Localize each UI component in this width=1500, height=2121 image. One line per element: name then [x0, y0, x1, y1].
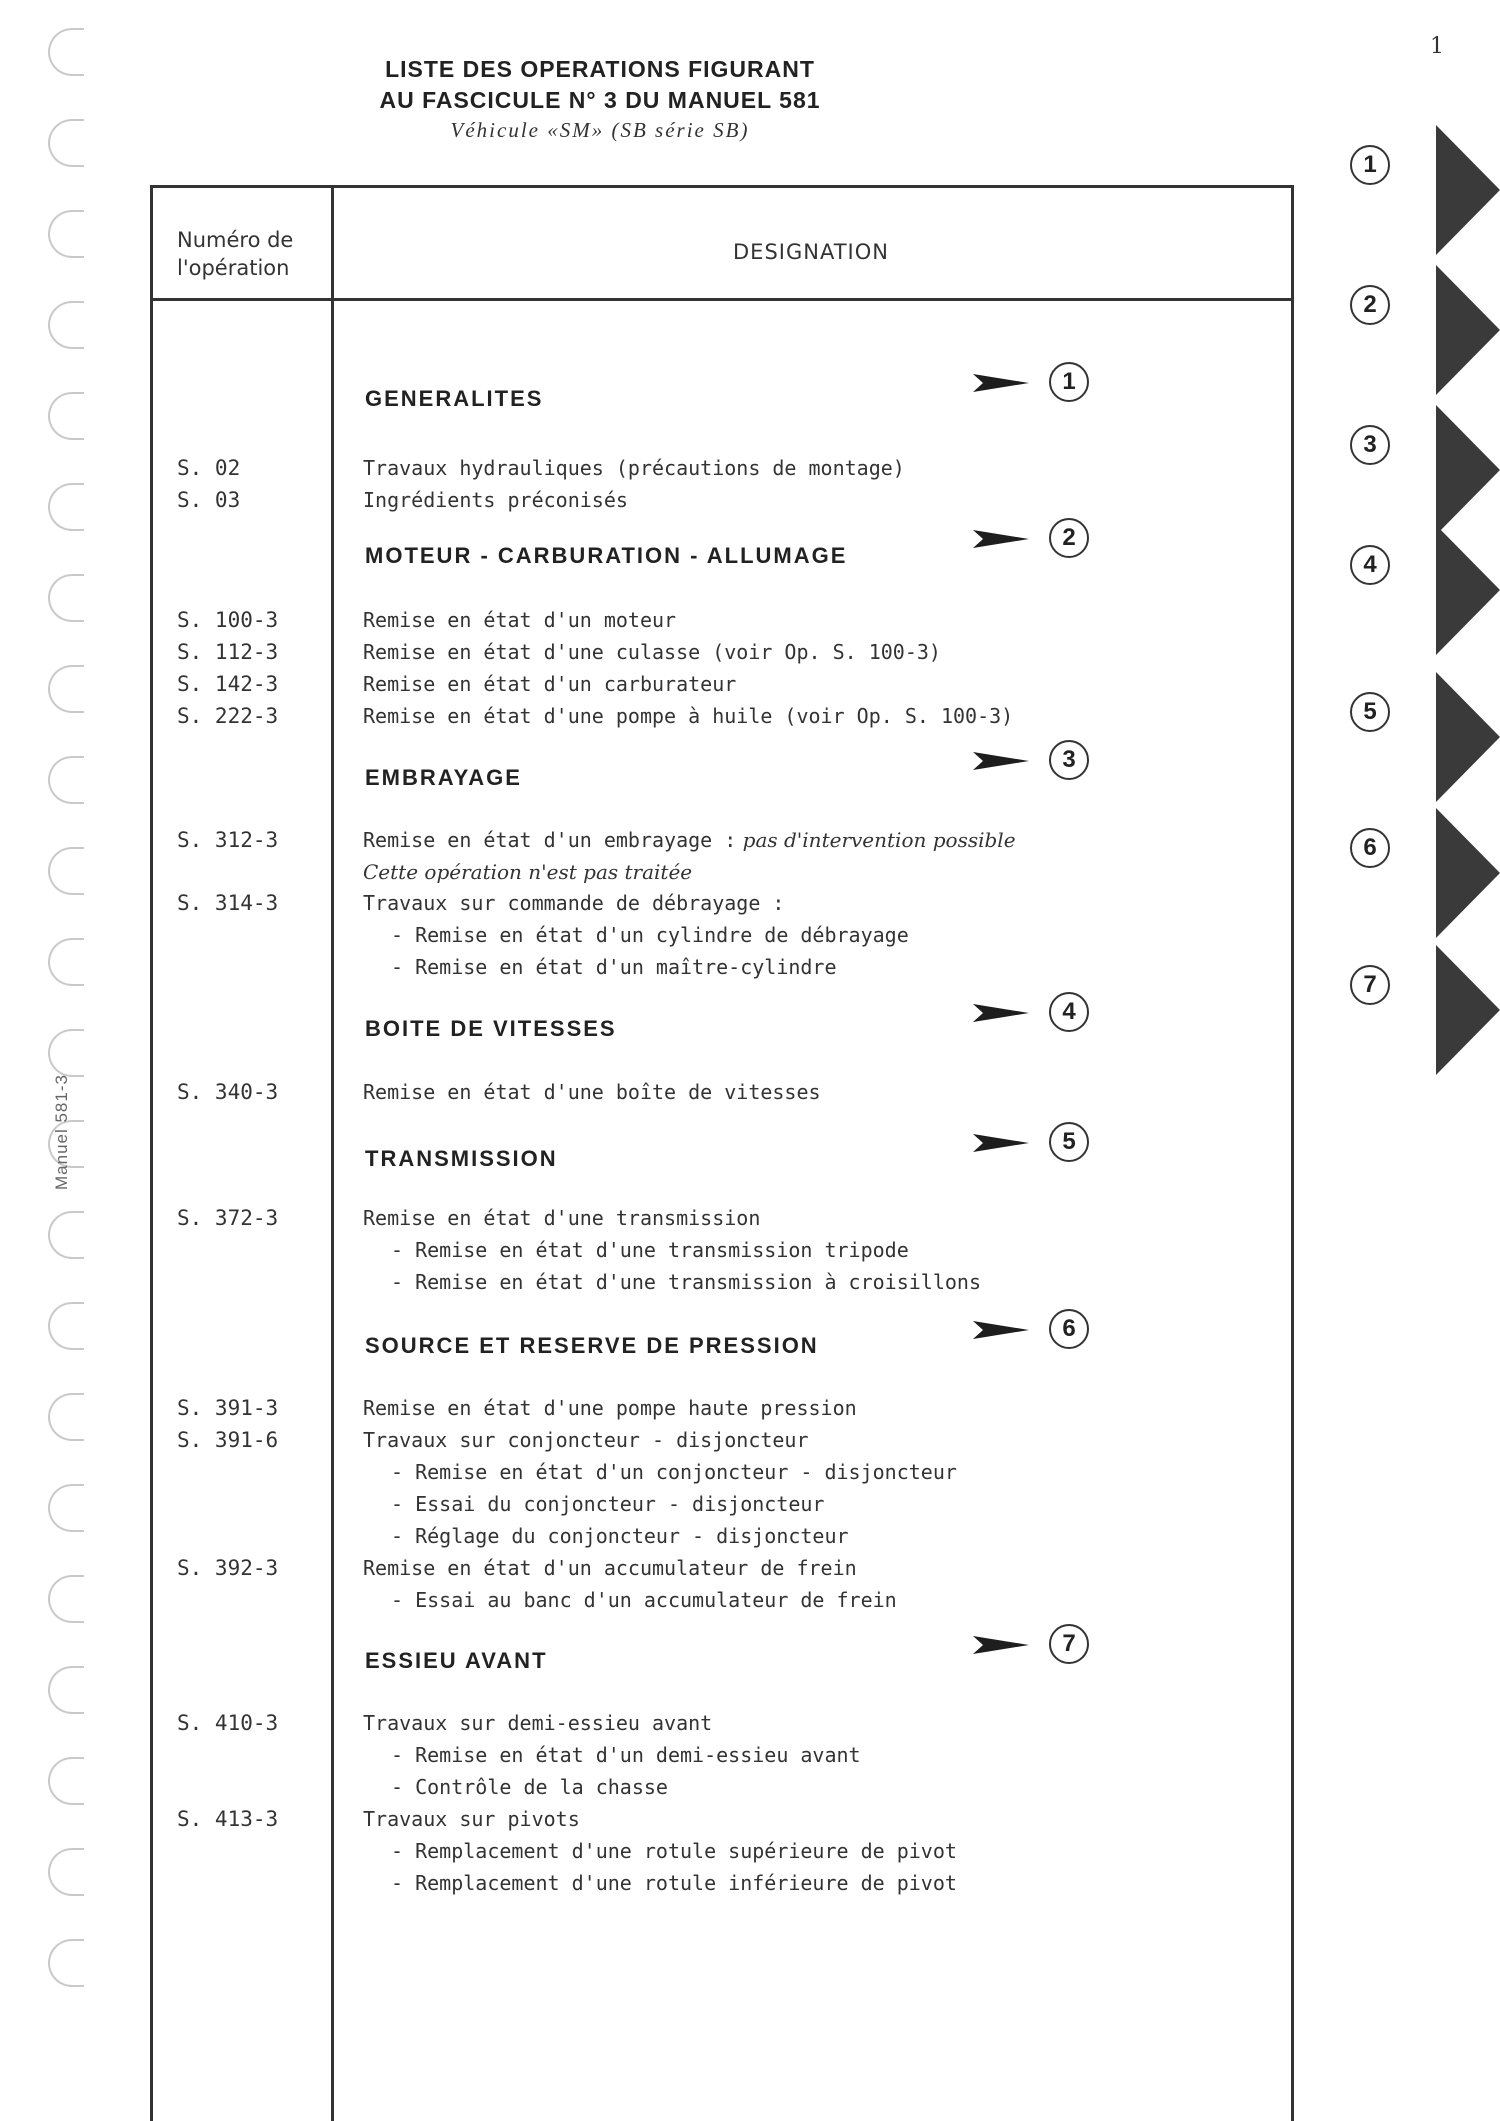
operation-row: [153, 1807, 1291, 1837]
section-tab[interactable]: [1350, 125, 1500, 255]
operation-row: [153, 828, 1291, 858]
tab-triangle-icon: [1436, 265, 1500, 395]
operation-designation: [363, 1080, 1263, 1104]
binding-ring: [48, 1302, 84, 1350]
operation-designation: [363, 891, 1263, 915]
designation-text: - Remplacement d'une rotule supérieure de pivot: [391, 1839, 957, 1863]
binding-ring: [48, 1211, 84, 1259]
section-tab[interactable]: [1350, 672, 1500, 802]
side-label: Manuel 581-3: [52, 1074, 71, 1190]
operation-designation: [363, 704, 1263, 728]
operation-designation: [391, 1238, 1291, 1262]
operation-row: [153, 1460, 1291, 1490]
operation-row: [153, 1206, 1291, 1236]
operation-designation: [363, 672, 1263, 696]
operation-number: S. 391-6: [177, 1428, 279, 1452]
arrow-right-icon: [973, 528, 1029, 550]
operation-row: [153, 923, 1291, 953]
section-marker: [973, 514, 1103, 564]
section-title: MOTEUR - CARBURATION - ALLUMAGE: [365, 543, 848, 568]
designation-text: - Réglage du conjoncteur - disjoncteur: [391, 1524, 849, 1548]
binding-ring: [48, 665, 84, 713]
operation-row: [153, 1080, 1291, 1110]
operation-row: [153, 1492, 1291, 1522]
section-tab[interactable]: [1350, 808, 1500, 938]
arrow-right-icon: [973, 750, 1029, 772]
operation-designation: [391, 1871, 1291, 1895]
designation-text: - Remise en état d'un conjoncteur - disjoncteur: [391, 1460, 957, 1484]
binding-holes: [40, 0, 100, 2121]
column-header-designation: DESIGNATION: [733, 240, 889, 264]
section-number-badge: 5: [1049, 1122, 1089, 1162]
arrow-right-icon: [973, 372, 1029, 394]
tab-triangle-icon: [1436, 672, 1500, 802]
operation-number: S. 222-3: [177, 704, 279, 728]
section-title: TRANSMISSION: [365, 1146, 558, 1171]
tab-number-badge: 7: [1350, 965, 1390, 1005]
designation-text: Remise en état d'une culasse (voir Op. S. 100-3): [363, 640, 941, 664]
designation-text: - Essai au banc d'un accumulateur de frein: [391, 1588, 897, 1612]
binding-ring: [48, 574, 84, 622]
section-title: SOURCE ET RESERVE DE PRESSION: [365, 1333, 819, 1358]
operation-number: S. 410-3: [177, 1711, 279, 1735]
header-rule: [153, 298, 1291, 301]
operation-designation: [391, 1839, 1291, 1863]
designation-text: - Remise en état d'un cylindre de débrayage: [391, 923, 909, 947]
section-marker: [973, 1305, 1103, 1355]
operation-designation: [363, 860, 1263, 884]
operation-row: [153, 860, 1291, 890]
header-title-line-2: AU FASCICULE N° 3 DU MANUEL 581: [379, 87, 821, 113]
tab-triangle-icon: [1436, 525, 1500, 655]
designation-text: Travaux sur pivots: [363, 1807, 580, 1831]
tab-number-badge: 3: [1350, 425, 1390, 465]
operation-number: S. 03: [177, 488, 241, 512]
binding-ring: [48, 1939, 84, 1987]
section-marker: [973, 358, 1103, 408]
operation-designation: [391, 1270, 1291, 1294]
operation-row: [153, 1588, 1291, 1618]
binding-ring: [48, 1666, 84, 1714]
operations-table: [150, 185, 1294, 2121]
designation-text: Remise en état d'un moteur: [363, 608, 677, 632]
operation-number: S. 340-3: [177, 1080, 279, 1104]
designation-text: Remise en état d'une transmission: [363, 1206, 761, 1230]
operation-number: S. 314-3: [177, 891, 279, 915]
binding-ring: [48, 847, 84, 895]
designation-text: Remise en état d'un accumulateur de frein: [363, 1556, 857, 1580]
operation-designation: [391, 1743, 1291, 1767]
operation-designation: [363, 1807, 1263, 1831]
operation-row: [153, 1428, 1291, 1458]
operation-designation: [363, 1556, 1263, 1580]
operation-designation: [363, 456, 1263, 480]
section-number-badge: 7: [1049, 1624, 1089, 1664]
section-marker: [973, 1118, 1103, 1168]
operation-row: [153, 1396, 1291, 1426]
operation-row: [153, 891, 1291, 921]
binding-ring: [48, 210, 84, 258]
designation-text: Remise en état d'une boîte de vitesses: [363, 1080, 821, 1104]
operation-designation: [391, 1775, 1291, 1799]
section-marker: [973, 736, 1103, 786]
designation-text: - Remise en état d'un maître-cylindre: [391, 955, 837, 979]
column-header-number: Numéro de l'opération: [177, 228, 294, 280]
binding-ring: [48, 1029, 84, 1077]
designation-text: Travaux sur demi-essieu avant: [363, 1711, 713, 1735]
operation-row: [153, 608, 1291, 638]
section-number-badge: 1: [1049, 362, 1089, 402]
operation-designation: [363, 608, 1263, 632]
operation-row: [153, 1775, 1291, 1805]
operation-designation: [391, 1460, 1291, 1484]
arrow-right-icon: [973, 1319, 1029, 1341]
designation-text: - Essai du conjoncteur - disjoncteur: [391, 1492, 825, 1516]
operation-row: [153, 1743, 1291, 1773]
operation-row: [153, 640, 1291, 670]
binding-ring: [48, 392, 84, 440]
operation-number: S. 413-3: [177, 1807, 279, 1831]
operation-number: S. 392-3: [177, 1556, 279, 1580]
header-title-line-1: LISTE DES OPERATIONS FIGURANT: [385, 56, 815, 82]
header-subtitle: Véhicule «SM» (SB série SB): [450, 118, 750, 142]
operation-designation: [391, 1492, 1291, 1516]
designation-text: - Remise en état d'un demi-essieu avant: [391, 1743, 861, 1767]
designation-text: Travaux sur commande de débrayage :: [363, 891, 785, 915]
operation-number: S. 372-3: [177, 1206, 279, 1230]
operation-row: [153, 1711, 1291, 1741]
designation-text: Remise en état d'une pompe à huile (voir Op. S. 100-3): [363, 704, 1014, 728]
arrow-right-icon: [973, 1634, 1029, 1656]
operation-row: [153, 1871, 1291, 1901]
binding-ring: [48, 28, 84, 76]
binding-ring: [48, 483, 84, 531]
tab-number-badge: 4: [1350, 545, 1390, 585]
section-number-badge: 4: [1049, 992, 1089, 1032]
binding-ring: [48, 1575, 84, 1623]
binding-ring: [48, 1393, 84, 1441]
operation-number: S. 312-3: [177, 828, 279, 852]
operation-designation: [363, 640, 1263, 664]
operation-row: [153, 704, 1291, 734]
operation-number: S. 100-3: [177, 608, 279, 632]
tab-triangle-icon: [1436, 808, 1500, 938]
operation-row: [153, 1524, 1291, 1554]
designation-note: pas d'intervention possible: [736, 828, 1016, 852]
section-tab[interactable]: [1350, 945, 1500, 1075]
operation-designation: [391, 955, 1291, 979]
section-number-badge: 3: [1049, 740, 1089, 780]
arrow-right-icon: [973, 1132, 1029, 1154]
designation-text: Remise en état d'un embrayage :: [363, 828, 737, 852]
operation-row: [153, 672, 1291, 702]
section-marker: [973, 988, 1103, 1038]
operation-designation: [391, 1524, 1291, 1548]
designation-text: - Remplacement d'une rotule inférieure de pivot: [391, 1871, 957, 1895]
section-tab[interactable]: [1350, 265, 1500, 395]
operation-row: [153, 955, 1291, 985]
operation-number: S. 112-3: [177, 640, 279, 664]
operation-row: [153, 1238, 1291, 1268]
operation-row: [153, 1556, 1291, 1586]
designation-text: - Contrôle de la chasse: [391, 1775, 668, 1799]
tab-number-badge: 1: [1350, 145, 1390, 185]
tab-triangle-icon: [1436, 405, 1500, 535]
designation-text: Remise en état d'un carburateur: [363, 672, 737, 696]
section-number-badge: 2: [1049, 518, 1089, 558]
operation-number: S. 142-3: [177, 672, 279, 696]
operation-designation: [363, 488, 1263, 512]
binding-ring: [48, 301, 84, 349]
binding-ring: [48, 1757, 84, 1805]
operation-designation: [391, 1588, 1291, 1612]
section-title: EMBRAYAGE: [365, 765, 522, 790]
section-marker: [973, 1620, 1103, 1670]
section-tab[interactable]: [1350, 405, 1500, 535]
binding-ring: [48, 938, 84, 986]
binding-ring: [48, 1848, 84, 1896]
section-title: GENERALITES: [365, 386, 544, 411]
operation-number: S. 02: [177, 456, 241, 480]
section-title: BOITE DE VITESSES: [365, 1016, 617, 1041]
designation-text: - Remise en état d'une transmission à croisillons: [391, 1270, 982, 1294]
operation-designation: [363, 1206, 1263, 1230]
tab-number-badge: 6: [1350, 828, 1390, 868]
designation-text: Travaux hydrauliques (précautions de montage): [363, 456, 905, 480]
designation-text: Travaux sur conjoncteur - disjoncteur: [363, 1428, 809, 1452]
operation-designation: [363, 1711, 1263, 1735]
operation-number: S. 391-3: [177, 1396, 279, 1420]
designation-text: - Remise en état d'une transmission tripode: [391, 1238, 909, 1262]
operation-row: [153, 456, 1291, 486]
tab-number-badge: 5: [1350, 692, 1390, 732]
designation-text: Cette opération n'est pas traitée: [363, 860, 693, 884]
binding-ring: [48, 1484, 84, 1532]
section-title: ESSIEU AVANT: [365, 1648, 548, 1673]
operation-designation: [391, 923, 1291, 947]
operation-designation: [363, 828, 1263, 852]
operation-row: [153, 488, 1291, 518]
operation-row: [153, 1839, 1291, 1869]
designation-text: Remise en état d'une pompe haute pression: [363, 1396, 857, 1420]
binding-ring: [48, 756, 84, 804]
document-header: [0, 54, 1200, 143]
designation-text: Ingrédients préconisés: [363, 488, 628, 512]
tab-triangle-icon: [1436, 125, 1500, 255]
section-tab[interactable]: [1350, 525, 1500, 655]
operation-row: [153, 1270, 1291, 1300]
binding-ring: [48, 119, 84, 167]
operation-designation: [363, 1428, 1263, 1452]
tab-triangle-icon: [1436, 945, 1500, 1075]
arrow-right-icon: [973, 1002, 1029, 1024]
operation-designation: [363, 1396, 1263, 1420]
page-number: 1: [1430, 34, 1444, 59]
tab-number-badge: 2: [1350, 285, 1390, 325]
section-number-badge: 6: [1049, 1309, 1089, 1349]
